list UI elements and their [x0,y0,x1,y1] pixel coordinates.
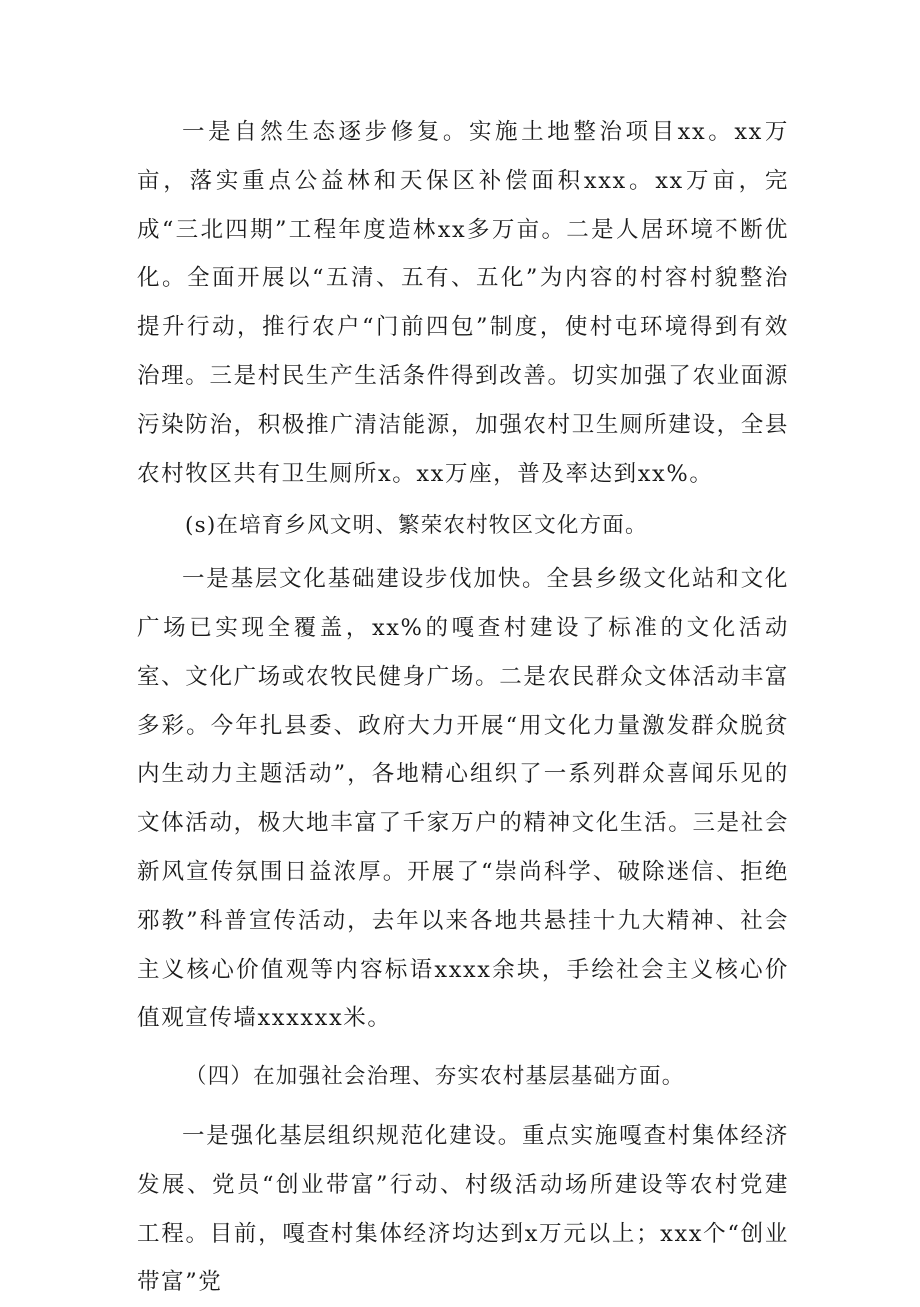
section-heading-governance: （四）在加强社会治理、夯实农村基层基础方面。 [185,1064,685,1090]
paragraph-governance: 一是强化基层组织规范化建设。重点实施嘎查村集体经济发展、党员“创业带富”行动、村级活动场所建设等农村党建工程。目前，嘎查村集体经济均达到x万元以上；xxx个“创业带富”党 [137,1122,789,1296]
document-body [137,108,789,1307]
paragraph-culture: 一是基层文化基础建设步伐加快。全县乡级文化站和文化广场已实现全覆盖，xx%的嘎查村建设了标准的文化活动室、文化广场或农牧民健身广场。二是农民群众文体活动丰富多彩。今年扎县委、政府大力开展“用文化力量激发群众脱贫内生动力主题活动”，各地精心组织了一系列群众喜闻乐见的文体活动，极大地丰富了千家万户的精神文化生活。三是社会新风宣传氛围日益浓厚。开展了“崇尚科学、破除迷信、拒绝邪教”科普宣传活动，去年以来各地共悬挂十九大精神、社会主义核心价值观等内容标语xxxx余块，手绘社会主义核心价值观宣传墙xxxxxx米。 [137,566,789,1032]
section-heading-culture: (s)在培育乡风文明、繁荣农村牧区文化方面。 [185,513,648,539]
paragraph-ecology: 一是自然生态逐步修复。实施土地整治项目xx。xx万亩，落实重点公益林和天保区补偿面积xxx。xx万亩，完成“三北四期”工程年度造林xx多万亩。二是人居环境不断优化。全面开展以“五清、五有、五化”为内容的村容村貌整治提升行动，推行农户“门前四包”制度，使村屯环境得到有效治理。三是村民生产生活条件得到改善。切实加强了农业面源污染防治，积极推广清洁能源，加强农村卫生厕所建设，全县农村牧区共有卫生厕所x。xx万座，普及率达到xx%。 [137,119,789,487]
